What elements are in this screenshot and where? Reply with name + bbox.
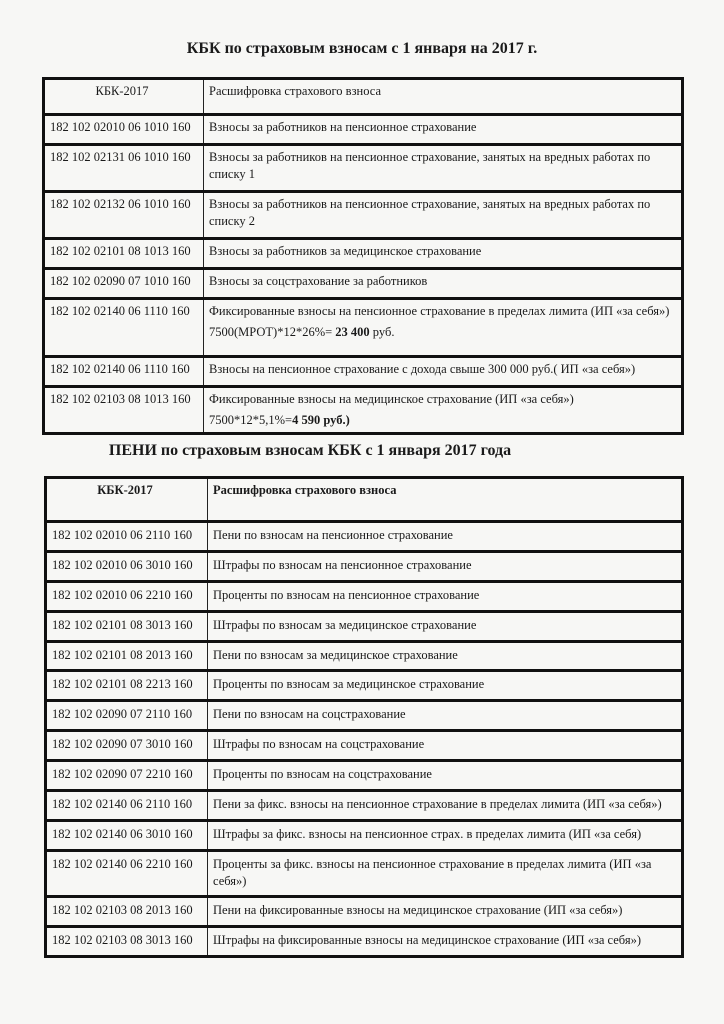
kbk-code: 182 102 02090 07 1010 160	[44, 269, 204, 299]
kbk-description: Взносы за работников на пенсионное страхование	[204, 115, 683, 145]
kbk-description-text: Фиксированные взносы на медицинское страхование (ИП «за себя»)	[209, 392, 574, 406]
kbk-description: Штрафы на фиксированные взносы на медицинское страхование (ИП «за себя»)	[208, 927, 683, 957]
kbk-code: 182 102 02140 06 3010 160	[46, 820, 208, 850]
column-header-description: Расшифровка страхового взноса	[204, 79, 683, 115]
kbk-description: Проценты по взносам за медицинское страхование	[208, 671, 683, 701]
kbk-code: 182 102 02103 08 1013 160	[44, 387, 204, 434]
contributions-table	[42, 77, 684, 435]
kbk-description: Штрафы по взносам за медицинское страхование	[208, 611, 683, 641]
table-row	[44, 269, 683, 299]
kbk-code: 182 102 02101 08 3013 160	[46, 611, 208, 641]
formula-unit: руб.	[372, 324, 395, 339]
kbk-code: 182 102 02140 06 1110 160	[44, 357, 204, 387]
kbk-code: 182 102 02010 06 3010 160	[46, 551, 208, 581]
column-header-code: КБК-2017	[44, 79, 204, 115]
table-header-row	[46, 478, 683, 522]
kbk-description: Взносы на пенсионное страхование с дохода свыше 300 000 руб.( ИП «за себя»)	[204, 357, 683, 387]
kbk-description: Проценты за фикс. взносы на пенсионное страхование в пределах лимита (ИП «за себя»)	[208, 850, 683, 897]
table-row	[44, 387, 683, 434]
kbk-code: 182 102 02090 07 2210 160	[46, 761, 208, 791]
kbk-code: 182 102 02010 06 2210 160	[46, 581, 208, 611]
kbk-code: 182 102 02103 08 3013 160	[46, 927, 208, 957]
table-row	[46, 927, 683, 957]
table-row	[46, 790, 683, 820]
contribution-formula	[209, 324, 677, 341]
kbk-description: Проценты по взносам на пенсионное страхование	[208, 581, 683, 611]
kbk-description: Пени по взносам на соцстрахование	[208, 701, 683, 731]
kbk-description: Пени на фиксированные взносы на медицинское страхование (ИП «за себя»)	[208, 897, 683, 927]
table-row	[46, 671, 683, 701]
table-row	[46, 641, 683, 671]
kbk-code: 182 102 02140 06 2210 160	[46, 850, 208, 897]
kbk-code: 182 102 02090 07 2110 160	[46, 701, 208, 731]
kbk-code: 182 102 02131 06 1010 160	[44, 145, 204, 192]
kbk-description: Пени по взносам на пенсионное страхование	[208, 522, 683, 552]
kbk-code: 182 102 02140 06 1110 160	[44, 299, 204, 357]
table-row	[46, 522, 683, 552]
kbk-description: Штрафы по взносам на соцстрахование	[208, 731, 683, 761]
kbk-description: Взносы за работников за медицинское страхование	[204, 239, 683, 269]
kbk-description: Взносы за соцстрахование за работников	[204, 269, 683, 299]
kbk-description: Пени за фикс. взносы на пенсионное страхование в пределах лимита (ИП «за себя»)	[208, 790, 683, 820]
kbk-code: 182 102 02101 08 1013 160	[44, 239, 204, 269]
table-row	[46, 731, 683, 761]
table-row	[44, 239, 683, 269]
formula-result: 4 590 руб.)	[292, 412, 350, 427]
penalties-table	[44, 476, 684, 958]
table-row	[46, 551, 683, 581]
kbk-description: Взносы за работников на пенсионное страхование, занятых на вредных работах по списку 2	[204, 192, 683, 239]
table-row	[46, 701, 683, 731]
table-row	[46, 611, 683, 641]
table-row	[44, 299, 683, 357]
contribution-formula	[209, 412, 677, 429]
penalties-title: ПЕНИ по страховым взносам КБК с 1 января 2017 года	[108, 442, 512, 459]
formula-result: 23 400	[335, 324, 370, 339]
table-row	[46, 761, 683, 791]
kbk-code: 182 102 02010 06 1010 160	[44, 115, 204, 145]
kbk-description	[204, 387, 683, 434]
kbk-description: Штрафы за фикс. взносы на пенсионное страх. в пределах лимита (ИП «за себя)	[208, 820, 683, 850]
kbk-description: Пени по взносам за медицинское страхование	[208, 641, 683, 671]
formula-expression: 7500*12*5,1%=	[209, 412, 293, 427]
table-header-row	[44, 79, 683, 115]
kbk-code: 182 102 02132 06 1010 160	[44, 192, 204, 239]
kbk-description: Штрафы по взносам на пенсионное страхование	[208, 551, 683, 581]
column-header-code: КБК-2017	[46, 478, 208, 522]
table-row	[46, 850, 683, 897]
kbk-code: 182 102 02010 06 2110 160	[46, 522, 208, 552]
table-row	[44, 192, 683, 239]
table-row	[44, 357, 683, 387]
kbk-code: 182 102 02101 08 2013 160	[46, 641, 208, 671]
formula-expression: 7500(МРОТ)*12*26%=	[209, 324, 333, 339]
kbk-description-text: Фиксированные взносы на пенсионное страхование в пределах лимита (ИП «за себя»)	[209, 304, 670, 318]
kbk-code: 182 102 02090 07 3010 160	[46, 731, 208, 761]
table-row	[44, 115, 683, 145]
kbk-description: Взносы за работников на пенсионное страхование, занятых на вредных работах по списку 1	[204, 145, 683, 192]
column-header-description: Расшифровка страхового взноса	[208, 478, 683, 522]
table-row	[46, 581, 683, 611]
table-row	[44, 145, 683, 192]
page-title: КБК по страховым взносам с 1 января на 2017 г.	[186, 40, 538, 57]
kbk-code: 182 102 02140 06 2110 160	[46, 790, 208, 820]
table-row	[46, 897, 683, 927]
kbk-code: 182 102 02101 08 2213 160	[46, 671, 208, 701]
table-row	[46, 820, 683, 850]
kbk-description	[204, 299, 683, 357]
kbk-code: 182 102 02103 08 2013 160	[46, 897, 208, 927]
kbk-description: Проценты по взносам на соцстрахование	[208, 761, 683, 791]
